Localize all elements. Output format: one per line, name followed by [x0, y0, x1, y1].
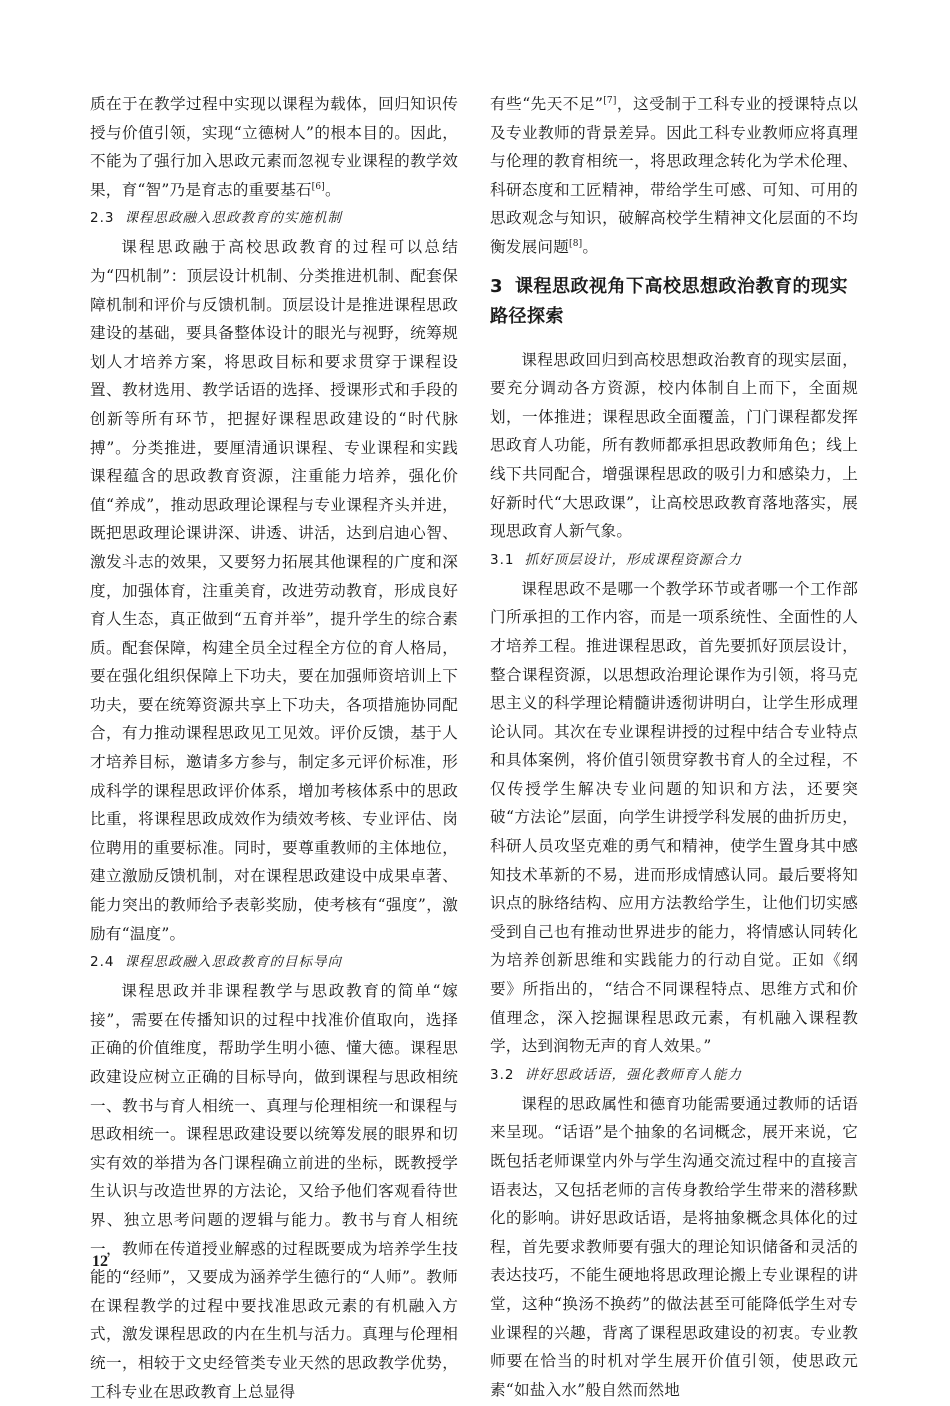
section-number: 3: [490, 275, 504, 297]
right-paragraph-2: 课程思政回归到高校思想政治教育的现实层面，要充分调动各方资源，校内体制自上而下，全面规划，一体推进；课程思政全面覆盖，门门课程都发挥思政育人功能，所有教师都承担思政教师角色；线上线下共同配合，增强课程思政的吸引力和感染力，上好新时代“大思政课”，让高校思政教育落地落实，展现思政育人新气象。: [490, 350, 858, 541]
right-column: [490, 90, 858, 1404]
text-span: ，这受制于工科专业的授课特点以及专业教师的背景差异。因此工科专业教师应将真理与伦理的教育相统一，将思政理念转化为学术伦理、科研态度和工匠精神，带给学生可感、可知、可用的思政观念与知识，破解高校学生精神文化层面的不均衡发展问题: [490, 95, 858, 256]
section-title: 课程思政融入思政教育的实施机制: [124, 210, 342, 227]
section-3-heading: [490, 272, 858, 332]
section-title: 课程思政融入思政教育的目标导向: [124, 954, 342, 971]
left-paragraph-3: 课程思政并非课程教学与思政教育的简单“嫁接”，需要在传播知识的过程中找准价值取向，选择正确的价值维度，帮助学生明小德、懂大德。课程思政建设应树立正确的目标导向，做到课程与思政相统一、教书与育人相统一、真理与伦理相统一和课程与思政相统一。课程思政建设要以统筹发展的眼界和切实有效的举措为各门课程确立前进的坐标，既教授学生认识与改造世界的方法论，又给予他们客观看待世界、独立思考问题的逻辑与能力。教书与育人相统一，教师在传道授业解惑的过程既要成为培养学生技能的“经师”，又要成为涵养学生德行的“人师”。教师在课程教学的过程中要找准思政元素的有机融入方式，激发课程思政的内在生机与活力。真理与伦理相统一，相较于文史经管类专业天然的思政教学优势，工科专业在思政教育上总显得: [90, 982, 458, 1401]
right-paragraph-3: 课程思政不是哪一个教学环节或者哪一个工作部门所承担的工作内容，而是一项系统性、全面性的人才培养工程。推进课程思政，首先要抓好顶层设计，整合课程资源，以思想政治理论课作为引领，将马克思主义的科学理论精髓讲透彻讲明白，让学生形成理论认同。其次在专业课程讲授的过程中结合专业特点和具体案例，将价值引领贯穿教书育人的全过程，不仅传授学生解决专业问题的知识和方法，还要突破“方法论”层面，向学生讲授学科发展的曲折历史，科研人员攻坚克难的勇气和精神，使学生置身其中感知技术革新的不易，进而形成情感认同。最后要将知识点的脉络结构、应用方法教给学生，让他们切实感受到自己也有推动世界进步的能力，将情感认同转化为培养创新思维和实践能力的行动自觉。正如《纲要》所指出的，“结合不同课程特点、思维方式和价值理念，深入挖掘课程思政元素，有机融入课程教学，达到润物无声的育人效果。”: [490, 579, 858, 1056]
subsection-2-4-heading: [90, 949, 458, 976]
subsection-3-2-heading: [490, 1062, 858, 1089]
left-paragraph-1: [90, 90, 458, 204]
section-title: 课程思政视角下高校思想政治教育的现实路径探索: [490, 275, 849, 327]
section-number: 3.1: [490, 551, 515, 568]
section-title: 讲好思政话语，强化教师育人能力: [524, 1066, 742, 1083]
subsection-3-1-heading: [490, 547, 858, 574]
text-span: 质在于在教学过程中实现以课程为载体，回归知识传授与价值引领，实现“立德树人”的根本目的。因此，不能为了强行加入思政元素而忽视专业课程的教学效果，育“智”乃是育志的重要基石: [90, 95, 458, 199]
text-span: 有些“先天不足”: [490, 95, 604, 113]
left-column: [90, 90, 458, 1406]
section-number: 2.3: [90, 210, 115, 227]
subsection-2-3-heading: [90, 205, 458, 232]
citation-8: [8]: [568, 238, 583, 249]
page-number: 12: [92, 1253, 108, 1270]
right-paragraph-4: 课程的思政属性和德育功能需要通过教师的话语来呈现。“话语”是个抽象的名词概念，展开来说，它既包括老师课堂内外与学生沟通交流过程中的直接言语表达，又包括老师的言传身教给学生带来的潜移默化的影响。讲好思政话语，是将抽象概念具体化的过程，首先要求教师要有强大的理论知识储备和灵活的表达技巧，不能生硬地将思政理论搬上专业课程的讲堂，这种“换汤不换药”的做法甚至可能降低学生对专业课程的兴趣，背离了课程思政建设的初衷。专业教师要在恰当的时机对学生展开价值引领，使思政元素“如盐入水”般自然而然地: [490, 1094, 858, 1399]
text-span: 。: [582, 237, 599, 256]
section-number: 3.2: [490, 1066, 515, 1083]
right-paragraph-1: [490, 90, 858, 262]
citation-6: [6]: [311, 181, 326, 192]
section-number: 2.4: [90, 954, 115, 971]
section-title: 抓好顶层设计，形成课程资源合力: [524, 551, 742, 568]
citation-7: [7]: [603, 95, 617, 106]
text-span: 。: [325, 180, 341, 199]
left-paragraph-2: 课程思政融于高校思政教育的过程可以总结为“四机制”：顶层设计机制、分类推进机制、配套保障机制和评价与反馈机制。顶层设计是推进课程思政建设的基础，要具备整体设计的眼光与视野，统筹规划人才培养方案，将思政目标和要求贯穿于课程设置、教材选用、教学话语的选择、授课形式和手段的创新等所有环节，把握好课程思政建设的“时代脉搏”。分类推进，要厘清通识课程、专业课程和实践课程蕴含的思政教育资源，注重能力培养，强化价值“养成”，推动思政理论课程与专业课程齐头并进，既把思政理论课讲深、讲透、讲活，达到启迪心智、激发斗志的效果，又要努力拓展其他课程的广度和深度，加强体育，注重美育，改进劳动教育，形成良好育人生态，真正做到“五育并举”，提升学生的综合素质。配套保障，构建全员全过程全方位的育人格局，要在强化组织保障上下功夫，要在加强师资培训上下功夫，要在统筹资源共享上下功夫，各项措施协同配合，有力推动课程思政见工见效。评价反馈，基于人才培养目标，邀请多方参与，制定多元评价标准，形成科学的课程思政评价体系，增加考核体系中的思政比重，将课程思政成效作为绩效考核、专业评估、岗位聘用的重要标准。同时，要尊重教师的主体地位，建立激励反馈机制，对在课程思政建设中成果卓著、能力突出的教师给予表彰奖励，使考核有“强度”，激励有“温度”。: [90, 238, 458, 943]
